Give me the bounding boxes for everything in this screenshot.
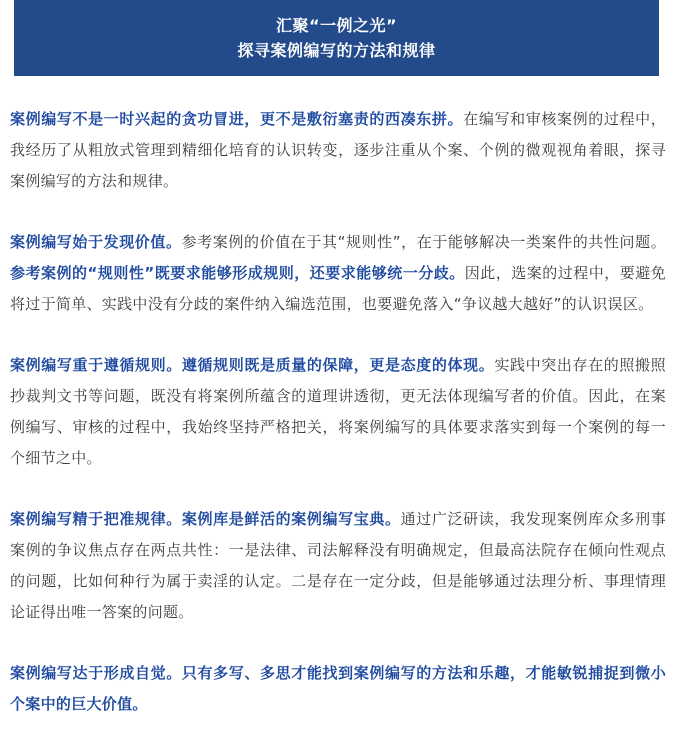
paragraph-segment: 在编写和审核案例的过程中，我经历了从粗放式管理到精细化培育的认识转变，逐步注重从个案、个例的微观视角着眼，探寻案例编写的方法和规律。 bbox=[10, 110, 667, 190]
header-title-line-2: 探寻案例编写的方法和规律 bbox=[237, 41, 436, 60]
paragraph-segment: 参考案例的“规则性”既要求能够形成规则，还要求能够统一分歧。 bbox=[10, 264, 465, 282]
paragraph-segment: 因此，选案的过程中，要避免将过于简单、实践中没有分歧的案件纳入编选范围，也要避免落入“争议越大越好”的认识误区。 bbox=[10, 264, 666, 313]
paragraph-segment: 参考案例的价值在于其“规则性”，在于能够解决一类案件的共性问题。 bbox=[181, 233, 666, 251]
header-title-line-1: 汇聚“一例之光” bbox=[275, 16, 398, 35]
paragraph-segment: 实践中突出存在的照搬照抄裁判文书等问题，既没有将案例所蕴含的道理讲透彻，更无法体现编写者的价值。因此，在案例编写、审核的过程中，我始终坚持严格把关，将案例编写的具体要求落实到每一个案例的每一个细节之中。 bbox=[10, 356, 666, 467]
paragraph-segment: 案例编写重于遵循规则。遵循规则既是质量的保障，更是态度的体现。 bbox=[10, 356, 495, 374]
paragraph-segment: 案例编写不是一时兴起的贪功冒进，更不是敷衍塞责的西凑东拼。 bbox=[10, 110, 464, 128]
paragraph bbox=[10, 104, 666, 197]
paragraph-segment: 通过广泛研读，我发现案例库众多刑事案例的争议焦点存在两点共性：一是法律、司法解释没有明确规定，但最高法院存在倾向性观点的问题，比如何种行为属于卖淫的认定。二是存在一定分歧，但是能够通过法理分析、事理情理论证得出唯一答案的问题。 bbox=[10, 510, 666, 621]
header-banner bbox=[14, 0, 659, 76]
paragraph bbox=[10, 658, 666, 720]
paragraph-segment: 案例编写精于把准规律。案例库是鲜活的案例编写宝典。 bbox=[10, 510, 401, 528]
paragraph-segment: 案例编写达于形成自觉。只有多写、多思才能找到案例编写的方法和乐趣，才能敏锐捕捉到微小个案中的巨大价值。 bbox=[10, 664, 666, 713]
paragraph bbox=[10, 227, 666, 320]
paragraph bbox=[10, 504, 666, 628]
paragraph bbox=[10, 350, 666, 474]
article-body bbox=[10, 104, 666, 720]
paragraph-segment: 案例编写始于发现价值。 bbox=[10, 233, 182, 251]
